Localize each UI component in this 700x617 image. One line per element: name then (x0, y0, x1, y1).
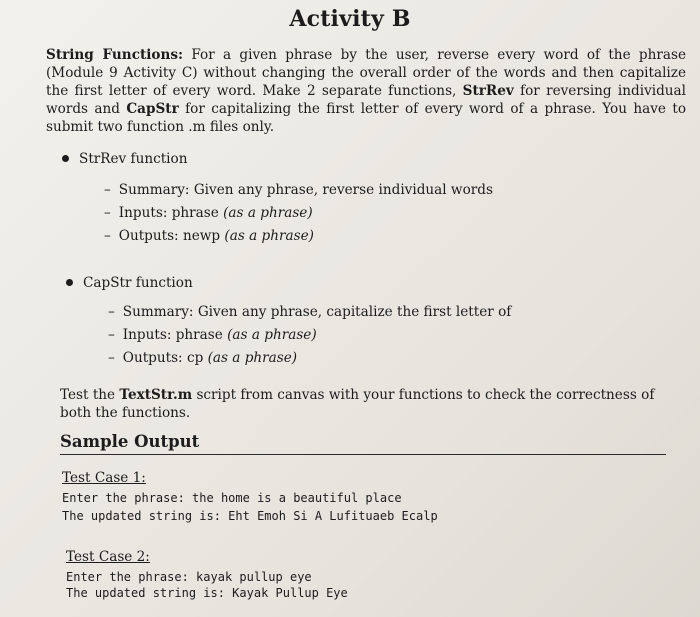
capstr-inputs-text: Inputs: phrase (122, 327, 228, 343)
test-note-script: TextStr.m (119, 387, 193, 403)
test-note-paragraph (60, 386, 680, 422)
test-case-2-line-2: The updated string is: Kayak Pullup Eye (66, 586, 348, 600)
bullet-capstr (66, 275, 193, 291)
test-note-text-2: script from canvas with your functions to check the correctness of both the functions. (60, 387, 655, 421)
capstr-inputs-note: (as a phrase) (227, 327, 317, 343)
intro-text-2: for reversing individual words and (46, 83, 687, 117)
bullet-dot-icon (62, 155, 69, 162)
capstr-heading: CapStr function (83, 275, 193, 291)
strrev-summary-text: Summary: Given any phrase, reverse individual words (118, 182, 493, 198)
strrev-outputs-note: (as a phrase) (224, 228, 314, 244)
intro-text-3: for capitalizing the first letter of every word of a phrase. You have to submit two function .m files only. (46, 101, 686, 135)
intro-capstr: CapStr (126, 101, 179, 117)
strrev-summary: – Summary: Given any phrase, reverse individual words (104, 182, 493, 198)
strrev-outputs-text: Outputs: newp (118, 228, 225, 244)
strrev-outputs: – Outputs: newp (as a phrase) (104, 228, 314, 244)
test-case-2-title: Test Case 2: (66, 549, 150, 565)
test-case-1-line-1: Enter the phrase: the home is a beautiful place (62, 491, 402, 505)
capstr-outputs-note: (as a phrase) (207, 350, 298, 366)
intro-label: String Functions: (46, 47, 184, 63)
capstr-inputs: – Inputs: phrase (as a phrase) (108, 327, 317, 343)
test-note-text-1: Test the (60, 387, 120, 403)
strrev-heading: StrRev function (79, 151, 188, 167)
bullet-strrev (62, 151, 187, 167)
bullet-dot-icon (66, 279, 73, 286)
strrev-inputs-text: Inputs: phrase (118, 205, 224, 221)
intro-text-1: For a given phrase by the user, reverse every word of the phrase (Module 9 Activity C) without changing the overall order of the words and then capitalize the first letter of every word. Make 2 separate functions, (46, 47, 686, 99)
capstr-outputs: – Outputs: cp (as a phrase) (108, 350, 298, 366)
capstr-outputs-text: Outputs: cp (122, 350, 208, 366)
capstr-summary: – Summary: Given any phrase, capitalize the first letter of (108, 304, 512, 320)
strrev-inputs: – Inputs: phrase (as a phrase) (104, 205, 313, 221)
intro-strrev: StrRev (462, 83, 514, 99)
intro-paragraph (46, 46, 686, 136)
strrev-inputs-note: (as a phrase) (223, 205, 313, 221)
test-case-1-title: Test Case 1: (62, 470, 146, 486)
page-title: Activity B (289, 6, 411, 32)
capstr-summary-text: Summary: Given any phrase, capitalize the first letter of (122, 304, 512, 320)
test-case-1-line-2: The updated string is: Eht Emoh Si A Lufituaeb Ecalp (62, 509, 438, 523)
test-case-2-line-1: Enter the phrase: kayak pullup eye (66, 570, 312, 584)
sample-output-heading: Sample Output (60, 432, 666, 455)
